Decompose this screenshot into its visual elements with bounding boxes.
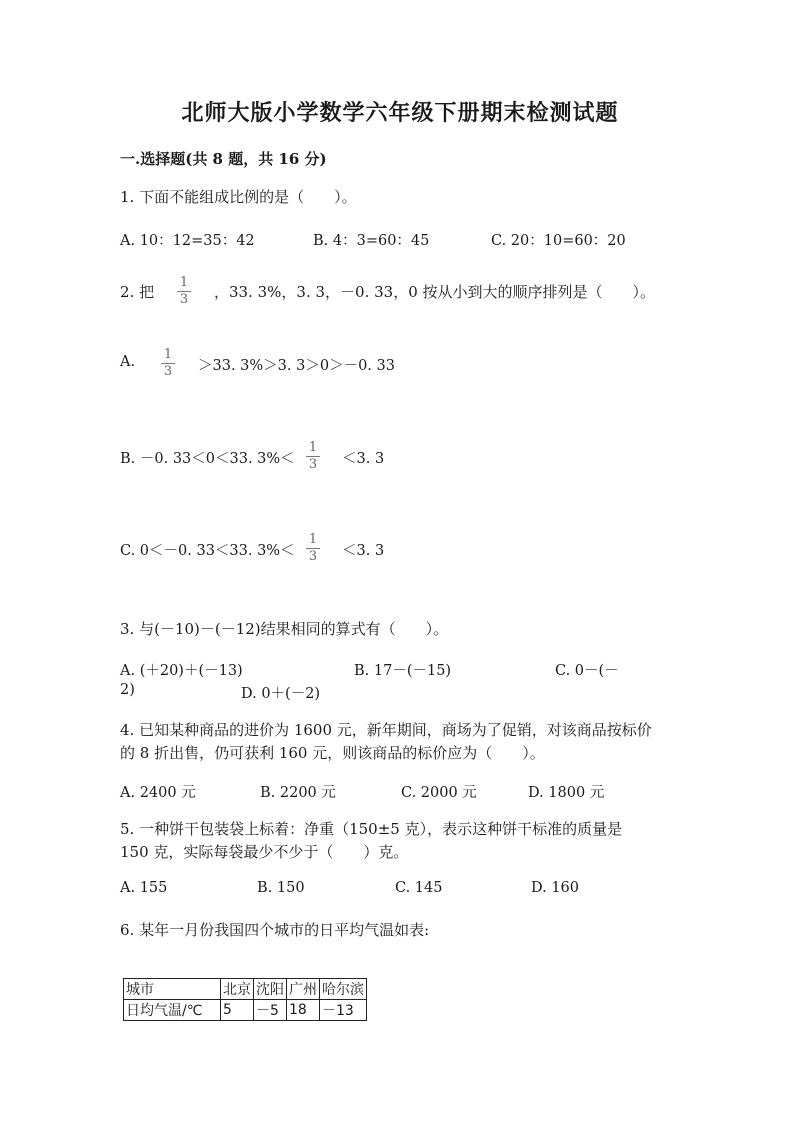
table-cell: 18 xyxy=(287,1000,320,1021)
fraction-numerator: 1 xyxy=(179,275,189,290)
question-5-option-a: A. 155 xyxy=(120,880,168,896)
table-cell: 日均气温/℃ xyxy=(124,1000,221,1021)
question-5-line-2: 150 克，实际每袋最少不少于（ ）克。 xyxy=(120,843,409,861)
table-cell: －5 xyxy=(254,1000,287,1021)
fraction-denominator: 3 xyxy=(308,457,318,472)
fraction-one-third xyxy=(158,348,178,379)
question-4-line-2: 的 8 折出售，仍可获利 160 元，则该商品的标价应为（ ）。 xyxy=(120,744,545,762)
question-1-option-c: C. 20：10=60：20 xyxy=(491,233,626,249)
fraction-numerator: 1 xyxy=(163,347,173,362)
question-1-option-b: B. 4：3=60：45 xyxy=(313,233,430,249)
table-header-cell: 哈尔滨 xyxy=(320,979,367,1000)
question-1-option-a: A. 10：12=35：42 xyxy=(120,233,255,249)
table-header-cell: 广州 xyxy=(287,979,320,1000)
question-5-option-d: D. 160 xyxy=(531,880,580,896)
fraction-numerator: 1 xyxy=(308,532,318,547)
fraction-denominator: 3 xyxy=(179,292,189,307)
question-3-option-c-cont: 2) xyxy=(120,682,135,698)
question-5-option-b: B. 150 xyxy=(257,880,305,896)
question-5-option-c: C. 145 xyxy=(395,880,443,896)
section-heading: 一.选择题(共 8 题，共 16 分) xyxy=(120,150,327,168)
table-header-cell: 北京 xyxy=(221,979,254,1000)
table-header-cell: 沈阳 xyxy=(254,979,287,1000)
table-cell: 5 xyxy=(221,1000,254,1021)
fraction-numerator: 1 xyxy=(308,440,318,455)
question-3-option-a: A. (＋20)＋(－13) xyxy=(120,663,243,679)
question-4-option-c: C. 2000 元 xyxy=(401,785,477,801)
question-3-text: 3. 与(－10)－(－12)结果相同的算式有（ ）。 xyxy=(120,620,449,638)
question-4-option-b: B. 2200 元 xyxy=(260,785,336,801)
fraction-denominator: 3 xyxy=(163,364,173,379)
question-5-line-1: 5. 一种饼干包装袋上标着：净重（150±5 克），表示这种饼干标准的质量是 xyxy=(120,820,623,838)
question-2-option-b-rest: ＜3. 3 xyxy=(342,451,385,467)
fraction-one-third xyxy=(303,533,323,564)
question-3-option-c: C. 0－(－ xyxy=(555,663,619,679)
question-3-option-d: D. 0＋(－2) xyxy=(241,686,321,702)
question-2-prefix: 2. 把 xyxy=(120,283,155,301)
question-2-text: ，33. 3%，3. 3，－0. 33，0 按从小到大的顺序排列是（ ）。 xyxy=(214,283,656,301)
question-2-option-b-label: B. －0. 33＜0＜33. 3%＜ xyxy=(120,451,295,467)
page-title: 北师大版小学数学六年级下册期末检测试题 xyxy=(181,100,619,126)
fraction-one-third xyxy=(303,441,323,472)
temperature-table xyxy=(123,978,367,1021)
question-4-option-a: A. 2400 元 xyxy=(120,785,196,801)
table-row xyxy=(124,1000,367,1021)
question-3-option-b: B. 17－(－15) xyxy=(354,663,452,679)
question-2-option-c-label: C. 0＜－0. 33＜33. 3%＜ xyxy=(120,543,295,559)
fraction-denominator: 3 xyxy=(308,549,318,564)
question-4-line-1: 4. 已知某种商品的进价为 1600 元，新年期间，商场为了促销，对该商品按标价 xyxy=(120,721,652,739)
table-header-cell: 城市 xyxy=(124,979,221,1000)
question-1-text: 1. 下面不能组成比例的是（ ）。 xyxy=(120,188,357,206)
fraction-one-third xyxy=(174,276,194,307)
question-2-option-a-rest: ＞33. 3%＞3. 3＞0＞－0. 33 xyxy=(198,358,395,374)
table-header-row xyxy=(124,979,367,1000)
question-2-option-c-rest: ＜3. 3 xyxy=(342,543,385,559)
table-cell: －13 xyxy=(320,1000,367,1021)
question-2-option-a-label: A. xyxy=(120,354,136,370)
question-4-option-d: D. 1800 元 xyxy=(528,785,605,801)
question-6-text: 6. 某年一月份我国四个城市的日平均气温如表: xyxy=(120,921,430,939)
